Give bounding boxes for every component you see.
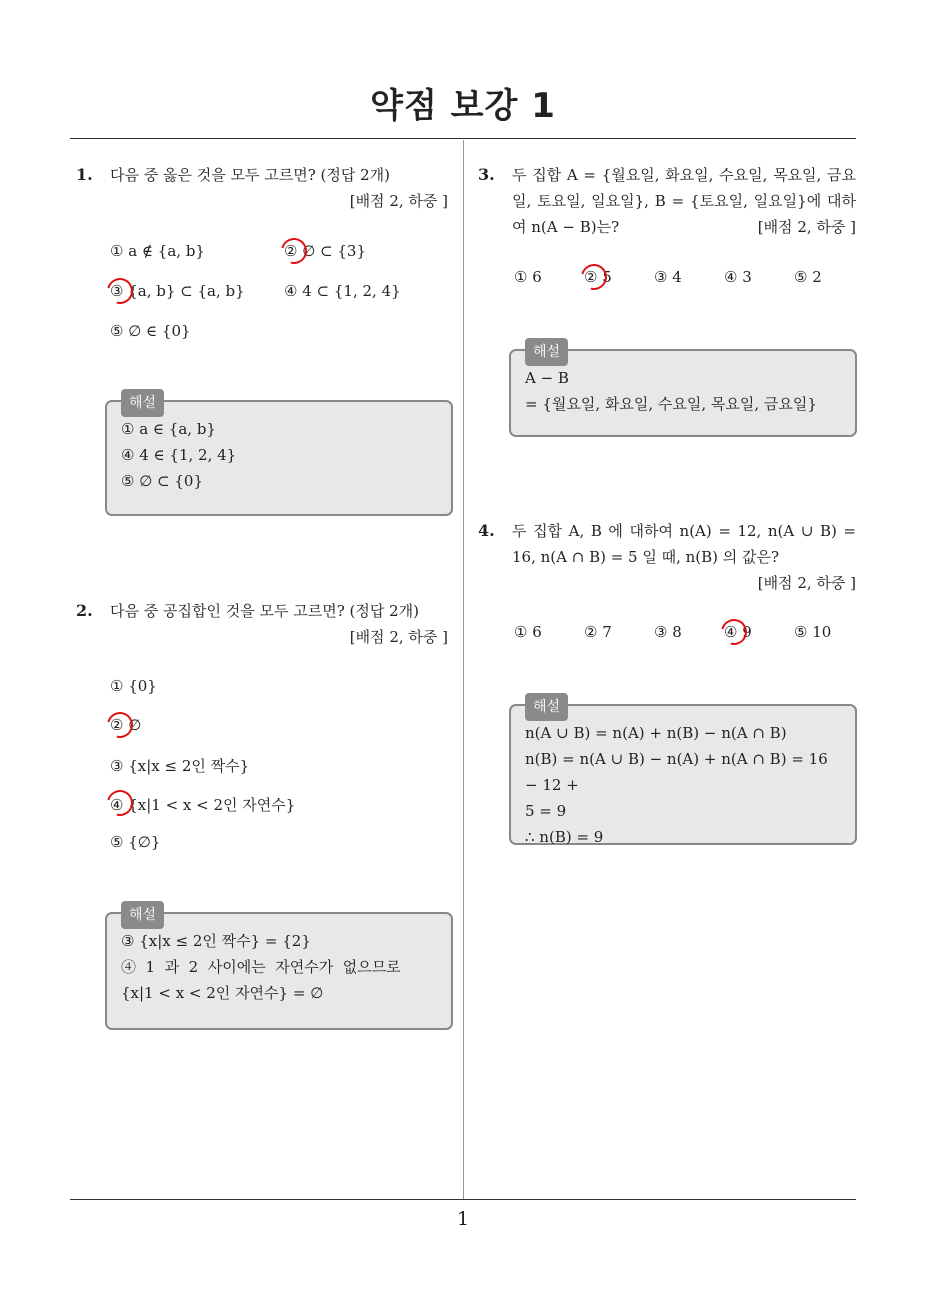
choice-2[interactable]: ② ∅ ⊂ {3}	[284, 242, 367, 260]
choice-5[interactable]: ⑤ 2	[794, 268, 822, 286]
question-number: 4.	[478, 521, 495, 540]
solution-line: = {월요일, 화요일, 수요일, 목요일, 금요일}	[525, 395, 817, 413]
choice-3[interactable]: ③ {a, b} ⊂ {a, b}	[110, 282, 245, 300]
solution-line: n(B) = n(A ∪ B) − n(A) + n(A ∩ B) = 16 − 12 +	[525, 750, 828, 794]
solution-line: A − B	[525, 369, 569, 387]
answer-mark	[576, 259, 612, 295]
choice-1[interactable]: ① 6	[514, 268, 542, 286]
choice-2[interactable]: ② 7	[584, 623, 612, 641]
page-number: 1	[456, 1208, 470, 1230]
choice-5[interactable]: ⑤ {∅}	[110, 833, 161, 851]
question-number: 1.	[76, 165, 93, 184]
question-text: 다음 중 공집합인 것을 모두 고르면? (정답 2개)	[110, 602, 419, 620]
choice-4[interactable]: ④ {x|1 < x < 2인 자연수}	[110, 796, 296, 814]
answer-mark	[102, 707, 138, 743]
solution-label: 해설	[121, 389, 164, 417]
question-text: 두 집합 A, B 에 대하여 n(A) = 12, n(A ∪ B) = 16, n(A ∩ B) = 5 일 때, n(B) 의 값은?	[512, 522, 856, 566]
solution-line: ⑤ ∅ ⊂ {0}	[121, 472, 204, 490]
choice-4[interactable]: ④ 9	[724, 623, 752, 641]
answer-mark	[276, 233, 312, 269]
page-title: 약점 보강 1	[370, 86, 556, 126]
choice-5[interactable]: ⑤ 10	[794, 623, 832, 641]
top-rule	[70, 138, 856, 139]
choice-2[interactable]: ② 5	[584, 268, 612, 286]
question-meta: [배점 2, 하중 ]	[757, 218, 856, 236]
solution-line: ∴ n(B) = 9	[525, 828, 604, 846]
solution-box-3	[509, 344, 857, 437]
choice-1[interactable]: ① a ∉ {a, b}	[110, 242, 205, 260]
answer-mark	[716, 614, 752, 650]
answer-mark	[102, 785, 138, 821]
choice-1[interactable]: ① {0}	[110, 677, 157, 695]
solution-label: 해설	[525, 693, 568, 721]
choice-2[interactable]: ② ∅	[110, 716, 142, 734]
answer-mark	[102, 273, 138, 309]
question-meta: [배점 2, 하중 ]	[757, 574, 856, 592]
solution-label: 해설	[121, 901, 164, 929]
solution-label: 해설	[525, 338, 568, 366]
column-divider	[463, 140, 464, 1200]
question-number: 3.	[478, 165, 495, 184]
choice-4[interactable]: ④ 4 ⊂ {1, 2, 4}	[284, 282, 401, 300]
question-text: 다음 중 옳은 것을 모두 고르면? (정답 2개)	[110, 166, 391, 184]
choice-5[interactable]: ⑤ ∅ ∈ {0}	[110, 322, 191, 340]
question-meta: [배점 2, 하중 ]	[349, 192, 448, 210]
solution-line: ③ {x|x ≤ 2인 짝수} = {2}	[121, 932, 311, 950]
question-number: 2.	[76, 601, 93, 620]
solution-box-1	[105, 395, 453, 516]
question-4	[478, 518, 856, 596]
solution-line: 5 = 9	[525, 802, 567, 820]
choice-3[interactable]: ③ 8	[654, 623, 682, 641]
solution-line: ① a ∈ {a, b}	[121, 420, 216, 438]
question-meta: [배점 2, 하중 ]	[349, 628, 448, 646]
choice-3[interactable]: ③ 4	[654, 268, 682, 286]
solution-line: {x|1 < x < 2인 자연수} = ∅	[121, 984, 324, 1002]
question-1	[76, 162, 448, 214]
solution-line: ④ 4 ∈ {1, 2, 4}	[121, 446, 237, 464]
solution-line: n(A ∪ B) = n(A) + n(B) − n(A ∩ B)	[525, 724, 787, 742]
choice-3[interactable]: ③ {x|x ≤ 2인 짝수}	[110, 757, 250, 775]
solution-box-2	[105, 907, 453, 1030]
solution-line: ④ 1 과 2 사이에는 자연수가 없으므로	[121, 958, 401, 976]
solution-box-4	[509, 699, 857, 846]
choice-1[interactable]: ① 6	[514, 623, 542, 641]
question-2	[76, 598, 448, 650]
bottom-rule	[70, 1199, 856, 1200]
question-text: 두 집합 A = {월요일, 화요일, 수요일, 목요일, 금요일, 토요일, 일요일}, B = {토요일, 일요일}에 대하여 n(A − B)는?	[512, 166, 856, 236]
question-3	[478, 162, 856, 240]
choice-4[interactable]: ④ 3	[724, 268, 752, 286]
